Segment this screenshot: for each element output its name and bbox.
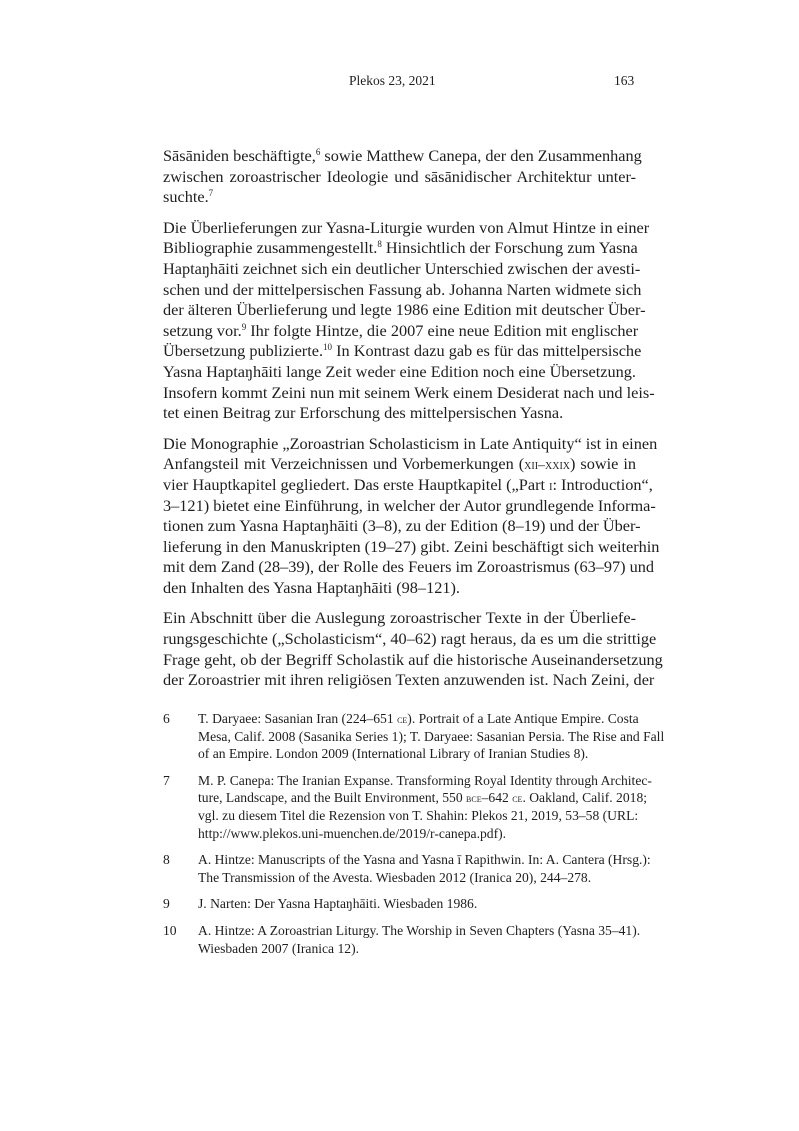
small-caps-text: ce xyxy=(397,713,408,726)
text-segment: A. Hintze: Manuscripts of the Yasna and Yasna ī Rapithwin. In: A. Cantera (Hrsg.): xyxy=(198,852,651,868)
footnote-reference[interactable]: 7 xyxy=(208,188,214,199)
text-line xyxy=(163,187,636,208)
text-segment: The Transmission of the Avesta. Wiesbaden 2012 (Iranica 20), 244–278. xyxy=(198,869,592,885)
text-line xyxy=(163,146,642,167)
text-line xyxy=(163,362,636,383)
text-segment: mit dem Zand (28–39), der Rolle des Feuers im Zoroastrismus (63–97) und xyxy=(163,557,655,577)
footnote-reference[interactable]: 10 xyxy=(323,342,333,353)
footnote xyxy=(163,895,636,913)
text-segment: Wiesbaden 2007 (Iranica 12). xyxy=(198,940,360,956)
text-line xyxy=(163,578,636,599)
text-line xyxy=(163,382,655,404)
text-line xyxy=(163,454,636,475)
text-segment: sowie Matthew Canepa, der den Zusammenhang xyxy=(320,146,642,165)
text-segment: vier Hauptkapitel gegliedert. Das erste Hauptkapitel („Part xyxy=(163,474,550,494)
text-segment: rungsgeschichte („Scholasticism“, 40–62) ragt heraus, da es um die strittige xyxy=(163,629,657,649)
footnote xyxy=(163,772,652,842)
text-line xyxy=(198,728,665,746)
text-line xyxy=(163,320,639,342)
text-line xyxy=(163,557,655,578)
footnote-number: 7 xyxy=(163,772,170,788)
footnote xyxy=(163,851,651,886)
text-segment: ) sowie in xyxy=(570,454,636,474)
text-line xyxy=(163,217,650,239)
small-caps-text: ce xyxy=(512,792,523,806)
text-segment: Übersetzung publizierte. xyxy=(163,341,324,361)
text-segment: http://www.plekos.uni-muenchen.de/2019/r-canepa.pdf). xyxy=(198,825,507,841)
text-line xyxy=(198,772,652,790)
text-segment: Frage geht, ob der Begriff Scholastik auf die historische Auseinandersetzung xyxy=(163,649,663,669)
page-number: 163 xyxy=(614,73,635,88)
text-line xyxy=(163,608,636,629)
text-segment: zwischen zoroastrischer Ideologie und sāsānidischer Architektur unter- xyxy=(163,166,636,186)
footnote-reference[interactable]: 9 xyxy=(241,321,247,332)
text-line xyxy=(198,807,639,825)
small-caps-text: bce xyxy=(466,792,482,806)
text-segment: Ein Abschnitt über die Auslegung zoroastrischer Texte in der Überliefe- xyxy=(163,608,636,628)
footnote-number: 6 xyxy=(163,711,170,726)
text-line xyxy=(163,403,636,424)
text-segment: lieferung in den Manuskripten (19–27) gibt. Zeini beschäftigt sich weiterhin xyxy=(163,536,660,556)
text-line xyxy=(163,474,653,496)
text-line xyxy=(198,710,639,728)
text-line xyxy=(163,629,657,650)
text-segment: J. Narten: Der Yasna Haptaŋhāiti. Wiesbaden 1986. xyxy=(198,896,478,912)
running-title: Plekos 23, 2021 xyxy=(349,73,436,88)
text-line xyxy=(163,300,646,321)
text-segment: Mesa, Calif. 2008 (Sasanika Series 1); T. Daryaee: Sasanian Persia. The Rise and Fall xyxy=(198,728,665,744)
text-line xyxy=(198,940,636,958)
text-line xyxy=(163,495,656,517)
footnote-number: 9 xyxy=(163,896,170,912)
text-line xyxy=(163,167,636,188)
footnote-reference[interactable]: 6 xyxy=(315,147,321,157)
text-line xyxy=(198,825,636,843)
text-segment: Insofern kommt Zeini nun mit seinem Werk einem Desiderat nach und leis- xyxy=(163,382,655,402)
text-line xyxy=(163,238,636,259)
text-line xyxy=(163,536,660,558)
text-segment: Anfangsteil mit Verzeichnissen und Vorbemerkungen ( xyxy=(163,454,525,474)
text-segment: In Kontrast dazu gab es für das mittelpersische xyxy=(332,341,642,361)
text-line xyxy=(198,869,636,887)
footnote-number: 10 xyxy=(163,922,177,938)
text-segment: M. P. Canepa: The Iranian Expanse. Transforming Royal Identity through Architec- xyxy=(198,772,652,788)
paragraph xyxy=(163,217,655,424)
text-segment: of an Empire. London 2009 (International Library of Iranian Studies 8). xyxy=(198,746,589,762)
text-segment: tionen zum Yasna Haptaŋhāiti (3–8), zu der Edition (8–19) und der Über- xyxy=(163,516,641,536)
small-caps-text: xii–xxix xyxy=(524,458,571,474)
footnotes xyxy=(163,710,665,966)
text-segment: ture, Landscape, and the Built Environment, 550 xyxy=(198,790,467,806)
text-segment: A. Hintze: A Zoroastrian Liturgy. The Worship in Seven Chapters (Yasna 35–41). xyxy=(198,922,641,938)
text-segment: Haptaŋhāiti zeichnet sich ein deutlicher Unterschied zwischen der avesti- xyxy=(163,258,641,278)
small-caps-text: i xyxy=(549,478,553,494)
text-line xyxy=(198,922,641,940)
text-line xyxy=(163,279,642,301)
text-segment: Sāsāniden beschäftigte, xyxy=(163,146,316,165)
paragraph xyxy=(163,608,663,690)
text-line xyxy=(198,789,648,807)
text-segment: Ihr folgte Hintze, die 2007 eine neue Edition mit englischer xyxy=(246,320,639,340)
text-segment: 3–121) bietet eine Einführung, in welcher der Autor grundlegende Informa- xyxy=(163,495,656,515)
text-line xyxy=(163,649,663,671)
text-segment: der Zoroastrier mit ihren religiösen Texten anzuwenden ist. Nach Zeini, der xyxy=(163,670,655,690)
text-segment: schen und der mittelpersischen Fassung ab. Johanna Narten widmete sich xyxy=(163,279,642,299)
text-segment: vgl. zu diesem Titel die Rezension von T. Shahin: Plekos 21, 2019, 53–58 (URL: xyxy=(198,807,639,823)
text-line xyxy=(198,745,636,763)
footnote-reference[interactable]: 8 xyxy=(377,239,382,250)
text-segment: Yasna Haptaŋhāiti lange Zeit weder eine Edition noch eine Übersetzung. xyxy=(163,361,636,381)
text-segment: ). Portrait of a Late Antique Empire. Costa xyxy=(407,711,639,726)
text-line xyxy=(198,895,636,913)
text-segment: der älteren Überlieferung und legte 1986 eine Edition mit deutscher Über- xyxy=(163,300,646,320)
text-segment: . Oakland, Calif. 2018; xyxy=(522,790,648,806)
text-segment: : Introduction“, xyxy=(552,474,653,494)
text-line xyxy=(163,341,642,362)
text-segment: Hinsichtlich der Forschung zum Yasna xyxy=(381,238,638,258)
text-segment: tet einen Beitrag zur Erforschung des mittelpersischen Yasna. xyxy=(163,403,564,423)
body-text xyxy=(163,146,663,691)
paragraph xyxy=(163,433,660,599)
text-segment: Die Überlieferungen zur Yasna-Liturgie wurden von Almut Hintze in einer xyxy=(163,217,650,237)
footnote xyxy=(163,922,641,957)
text-segment: –642 xyxy=(481,790,513,806)
text-line xyxy=(163,258,641,280)
text-segment: den Inhalten des Yasna Haptaŋhāiti (98–121). xyxy=(163,577,460,597)
text-line xyxy=(163,670,655,691)
text-segment: Die Monographie „Zoroastrian Scholasticism in Late Antiquity“ ist in einen xyxy=(163,433,658,453)
text-segment: suchte. xyxy=(163,187,209,207)
text-line xyxy=(163,516,641,537)
footnote xyxy=(163,710,665,763)
paragraph xyxy=(163,146,642,208)
text-line xyxy=(163,433,658,455)
text-segment: Bibliographie zusammengestellt. xyxy=(163,238,378,258)
text-segment: T. Daryaee: Sasanian Iran (224–651 xyxy=(198,711,398,726)
footnote-number: 8 xyxy=(163,852,170,868)
text-line xyxy=(198,851,651,869)
text-segment: setzung vor. xyxy=(163,320,242,340)
